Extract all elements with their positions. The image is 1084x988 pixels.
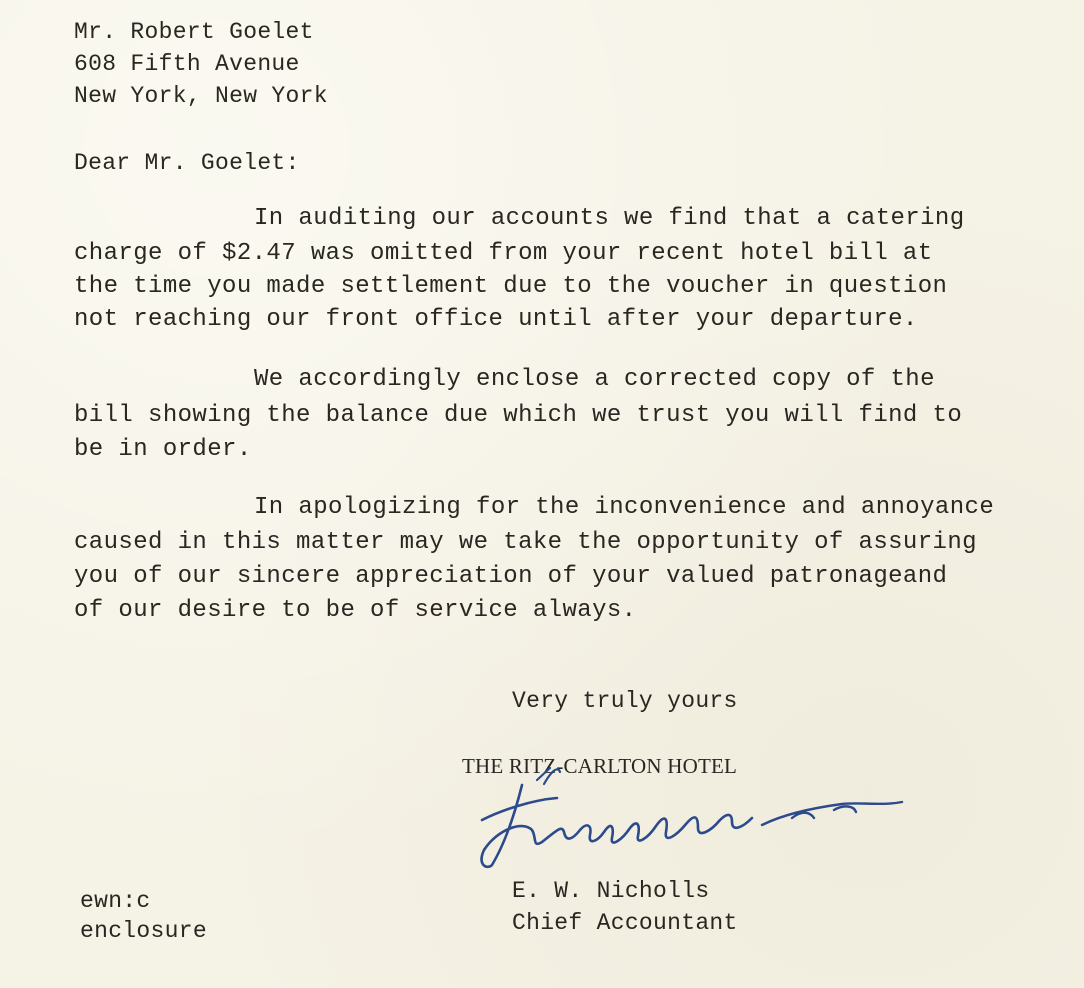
enclosure-note: enclosure (80, 918, 207, 944)
paragraph-1-line-4: not reaching our front office until after your departure. (74, 306, 918, 333)
signer-name: E. W. Nicholls (512, 878, 710, 904)
paragraph-1-line-3: the time you made settlement due to the voucher in question (74, 273, 948, 300)
closing: Very truly yours (512, 688, 738, 714)
paragraph-1-line-1: In auditing our accounts we find that a catering (254, 205, 965, 232)
recipient-street: 608 Fifth Avenue (74, 51, 300, 77)
paragraph-1-line-2: charge of $2.47 was omitted from your recent hotel bill at (74, 240, 933, 267)
signer-title: Chief Accountant (512, 910, 738, 936)
signature-strokes (482, 768, 902, 867)
paragraph-3-line-2: caused in this matter may we take the opportunity of assuring (74, 529, 977, 556)
paragraph-3-line-1: In apologizing for the inconvenience and annoyance (254, 494, 995, 521)
paragraph-2-line-3: be in order. (74, 436, 252, 463)
recipient-city: New York, New York (74, 83, 328, 109)
recipient-name: Mr. Robert Goelet (74, 19, 314, 45)
handwritten-signature (462, 770, 912, 880)
paragraph-2-line-2: bill showing the balance due which we trust you will find to (74, 402, 963, 429)
typist-initials: ewn:c (80, 888, 151, 914)
company-name: THE RITZ-CARLTON HOTEL (462, 754, 738, 778)
paragraph-2-line-1: We accordingly enclose a corrected copy of the (254, 366, 935, 393)
salutation: Dear Mr. Goelet: (74, 150, 300, 176)
paragraph-3-line-3: you of our sincere appreciation of your valued patronageand (74, 563, 948, 590)
paragraph-3-line-4: of our desire to be of service always. (74, 597, 637, 624)
